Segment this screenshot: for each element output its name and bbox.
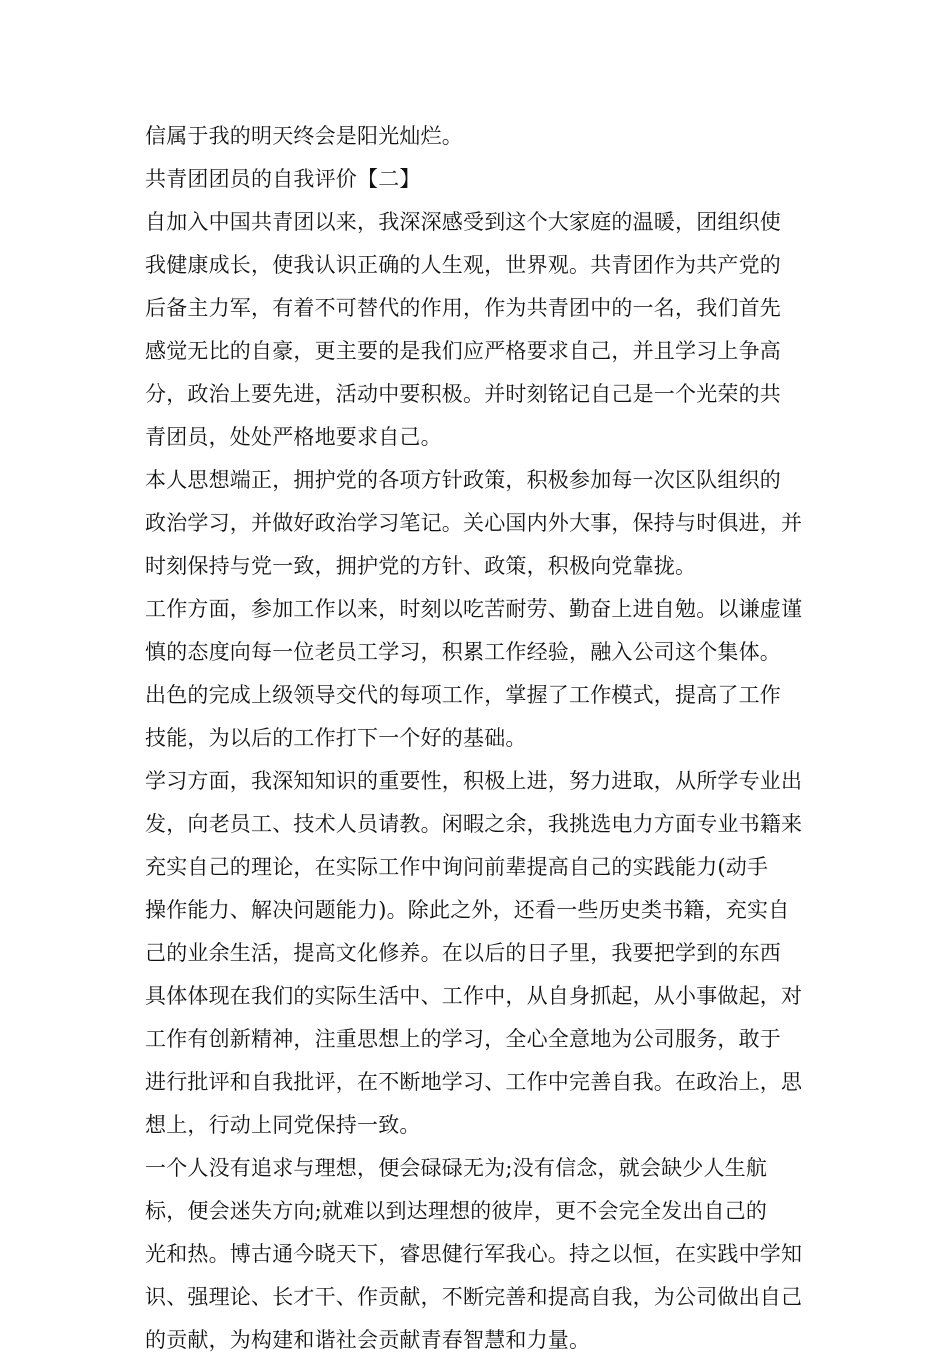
text-line: 后备主力军，有着不可替代的作用，作为共青团中的一名，我们首先 (145, 296, 781, 320)
text-line: 感觉无比的自豪，更主要的是我们应严格要求自己，并且学习上争高 (145, 339, 781, 363)
text-line: 充实自己的理论，在实际工作中询问前辈提高自己的实践能力(动手 (145, 855, 769, 879)
body-paragraph (145, 115, 807, 158)
document-page (145, 115, 807, 1362)
text-line: 发，向老员工、技术人员请教。闲暇之余，我挑选电力方面专业书籍来 (145, 812, 803, 836)
text-line: 共青团团员的自我评价【二】 (145, 167, 421, 191)
text-line: 青团员，处处严格地要求自己。 (145, 425, 442, 449)
text-line: 自加入中国共青团以来，我深深感受到这个大家庭的温暖，团组织使 (145, 210, 781, 234)
text-line: 一个人没有追求与理想，便会碌碌无为;没有信念，就会缺少人生航 (145, 1156, 768, 1180)
body-paragraph (145, 201, 807, 459)
text-line: 操作能力、解决问题能力)。除此之外，还看一些历史类书籍，充实自 (145, 898, 790, 922)
body-paragraph (145, 459, 807, 588)
text-line: 光和热。博古通今晓天下，睿思健行军我心。持之以恒，在实践中学知 (145, 1242, 803, 1266)
text-line: 进行批评和自我批评，在不断地学习、工作中完善自我。在政治上，思 (145, 1070, 803, 1094)
text-line: 信属于我的明天终会是阳光灿烂。 (145, 124, 463, 148)
text-line: 技能，为以后的工作打下一个好的基础。 (145, 726, 527, 750)
text-line: 出色的完成上级领导交代的每项工作，掌握了工作模式，提高了工作 (145, 683, 781, 707)
section-heading (145, 158, 807, 201)
text-line: 工作方面，参加工作以来，时刻以吃苦耐劳、勤奋上进自勉。以谦虚谨 (145, 597, 803, 621)
body-paragraph (145, 1147, 807, 1362)
body-paragraph (145, 588, 807, 760)
text-line: 学习方面，我深知知识的重要性，积极上进，努力进取，从所学专业出 (145, 769, 803, 793)
text-line: 己的业余生活，提高文化修养。在以后的日子里，我要把学到的东西 (145, 941, 781, 965)
text-line: 分，政治上要先进，活动中要积极。并时刻铭记自己是一个光荣的共 (145, 382, 781, 406)
body-paragraph (145, 760, 807, 1147)
text-line: 标，便会迷失方向;就难以到达理想的彼岸，更不会完全发出自己的 (145, 1199, 768, 1223)
text-line: 识、强理论、长才干、作贡献，不断完善和提高自我，为公司做出自己 (145, 1285, 803, 1309)
text-line: 政治学习，并做好政治学习笔记。关心国内外大事，保持与时俱进，并 (145, 511, 803, 535)
text-line: 我健康成长，使我认识正确的人生观，世界观。共青团作为共产党的 (145, 253, 781, 277)
text-line: 时刻保持与党一致，拥护党的方针、政策，积极向党靠拢。 (145, 554, 697, 578)
text-line: 工作有创新精神，注重思想上的学习，全心全意地为公司服务，敢于 (145, 1027, 781, 1051)
text-line: 本人思想端正，拥护党的各项方针政策，积极参加每一次区队组织的 (145, 468, 781, 492)
text-line: 慎的态度向每一位老员工学习，积累工作经验，融入公司这个集体。 (145, 640, 781, 664)
text-line: 具体体现在我们的实际生活中、工作中，从自身抓起，从小事做起，对 (145, 984, 803, 1008)
text-line: 的贡献，为构建和谐社会贡献青春智慧和力量。 (145, 1328, 591, 1352)
text-line: 想上，行动上同党保持一致。 (145, 1113, 421, 1137)
